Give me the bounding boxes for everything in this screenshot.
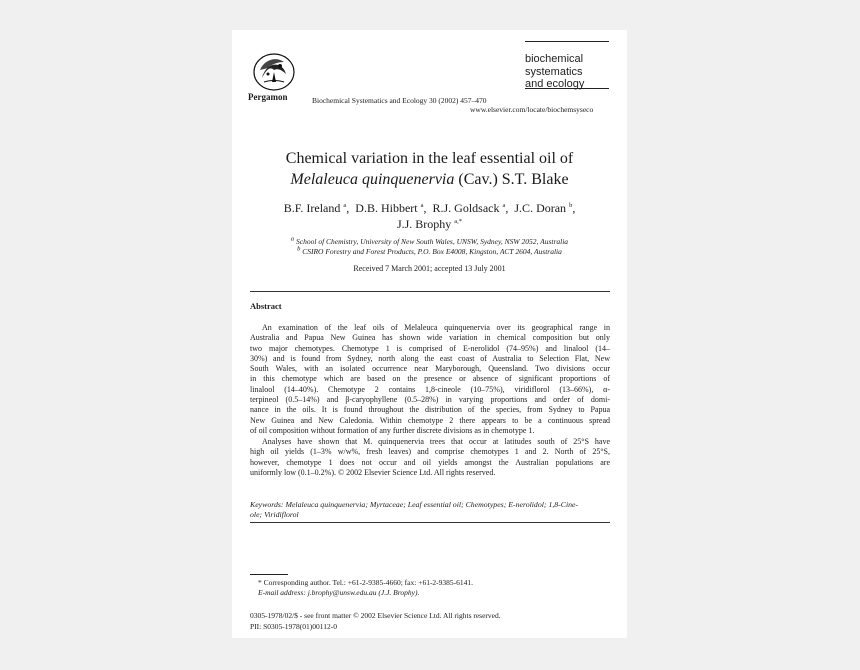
- abstract-line: nance in the oils. It is found throughout the distribution of the species, from Sydney to Papua: [250, 405, 610, 415]
- abstract-line: uniformly low (0.1–0.2%). © 2002 Elsevier Science Ltd. All rights reserved.: [250, 467, 496, 477]
- paper-page: [232, 30, 627, 638]
- abstract-line: high oil yields (1–3% w/w%, fresh leaves) and comprise chemotypes 1 and 2. North of 25°S,: [250, 447, 610, 457]
- affiliation-mark: a: [290, 235, 295, 243]
- author-affiliation-mark: a: [420, 202, 424, 209]
- author-affiliation-mark: b: [569, 202, 573, 209]
- journal-url[interactable]: www.elsevier.com/locate/biochemsyseco: [470, 105, 594, 114]
- keywords-line: Keywords: Melaleuca quinquenervia; Myrtaceae; Leaf essential oil; Chemotypes; E-nerolidol; 1,8-Cine-: [250, 500, 579, 509]
- journal-brand-line: biochemical: [525, 53, 584, 65]
- abstract-line: terpineol (0.5–14%) and β-caryophyllene (0.5–28%) in varying proportions and order of domi-: [250, 395, 610, 405]
- author-name[interactable]: J.J. Brophy: [396, 217, 452, 231]
- abstract-top-rule: [250, 291, 610, 292]
- keywords-line: ole; Viridiflorol: [250, 510, 299, 519]
- affiliation-mark: b: [297, 245, 301, 253]
- title-line-2: [242, 169, 617, 190]
- abstract-line: however, chemotype 1 does not occur and oil yields amongst the Australian populations are: [250, 457, 610, 467]
- abstract-line: linalool (14–40%). Chemotype 2 contains 1,8-cineole (10–75%), viridiflorol (13–66%), α-: [250, 384, 610, 394]
- keywords: [250, 500, 610, 520]
- author-affiliation-mark: a: [502, 202, 506, 209]
- author-affiliation-mark: a: [343, 202, 347, 209]
- abstract-line: Australia and Papua New Guinea has shown wide variation in chemical composition but only: [250, 333, 610, 343]
- abstract-line: South Wales, with an isolated occurrence near Maryborough, Queensland. Two divisions occur: [250, 364, 610, 374]
- abstract-paragraph-2: [250, 437, 610, 478]
- abstract-line: An examination of the leaf oils of Melaleuca quinquenervia over its geographical range in: [262, 323, 610, 332]
- affiliation: [242, 247, 617, 257]
- author-name[interactable]: D.B. Hibbert: [355, 201, 418, 215]
- article-title: [242, 148, 617, 190]
- footnote-rule: [250, 574, 288, 575]
- abstract-line: two major chemotypes. Chemotype 1 is comprised of E-nerolidol (74–95%) and linalool (14–: [250, 343, 610, 353]
- abstract-heading: Abstract: [250, 301, 282, 311]
- abstract-line: Analyses have shown that M. quinquenervia trees that occur at latitudes south of 25°S have: [262, 437, 610, 446]
- author-affiliation-mark: a,*: [454, 218, 463, 225]
- affiliation-text: School of Chemistry, University of New South Wales, UNSW, Sydney, NSW 2052, Australia: [296, 237, 569, 246]
- pii-line: PII: S0305-1978(01)00112-0: [250, 622, 338, 631]
- abstract-line: of oil composition without formation of any further discrete divisions as in chemotype 1.: [250, 425, 535, 435]
- abstract-bottom-rule: [250, 522, 610, 523]
- publisher-name: Pergamon: [248, 92, 288, 102]
- journal-brand-box: [525, 41, 609, 89]
- author-list: B.F. Ireland $^a$, D.B. Hibbert $^a$, R.J. Goldsack $^a$, J.C. Doran $^b$, J.J. Brophy $^{a,*}$: [283, 201, 576, 231]
- abstract-paragraph-1: [250, 323, 610, 436]
- pergamon-logo-icon: [252, 52, 296, 92]
- abstract-line: New Guinea and New Caledonia. Within chemotype 2 there appears to be a continuous spread: [250, 415, 610, 425]
- author-name[interactable]: R.J. Goldsack: [432, 201, 500, 215]
- journal-citation: Biochemical Systematics and Ecology 30 (2002) 457–470: [312, 96, 487, 105]
- copyright-line: 0305-1978/02/$ - see front matter © 2002 Elsevier Science Ltd. All rights reserved.: [250, 611, 501, 620]
- author-name[interactable]: B.F. Ireland: [283, 201, 341, 215]
- abstract-line: in this chemotype which are based on the presence or absence of significant proportions of: [250, 374, 610, 384]
- abstract-line: 30%) and is found from Sydney, north along the east coast of Australia to Selection Flat, New: [250, 353, 610, 363]
- corresponding-author-note: * Corresponding author. Tel.: +61-2-9385-4660; fax: +61-2-9385-6141.: [258, 578, 474, 587]
- affiliation-text: CSIRO Forestry and Forest Products, P.O. Box E4008, Kingston, ACT 2604, Australia: [302, 247, 562, 256]
- title-species: Melaleuca quinquenervia: [290, 171, 455, 188]
- journal-brand-line: systematics: [525, 65, 583, 78]
- author-name[interactable]: J.C. Doran: [514, 201, 567, 215]
- journal-brand-line: and ecology: [525, 78, 585, 90]
- title-line-1: Chemical variation in the leaf essential oil of: [285, 150, 574, 167]
- title-authority: (Cav.) S.T. Blake: [454, 171, 569, 188]
- received-dates: Received 7 March 2001; accepted 13 July 2001: [353, 264, 506, 273]
- author-email[interactable]: E-mail address: j.brophy@unsw.edu.au (J.J. Brophy).: [258, 588, 420, 597]
